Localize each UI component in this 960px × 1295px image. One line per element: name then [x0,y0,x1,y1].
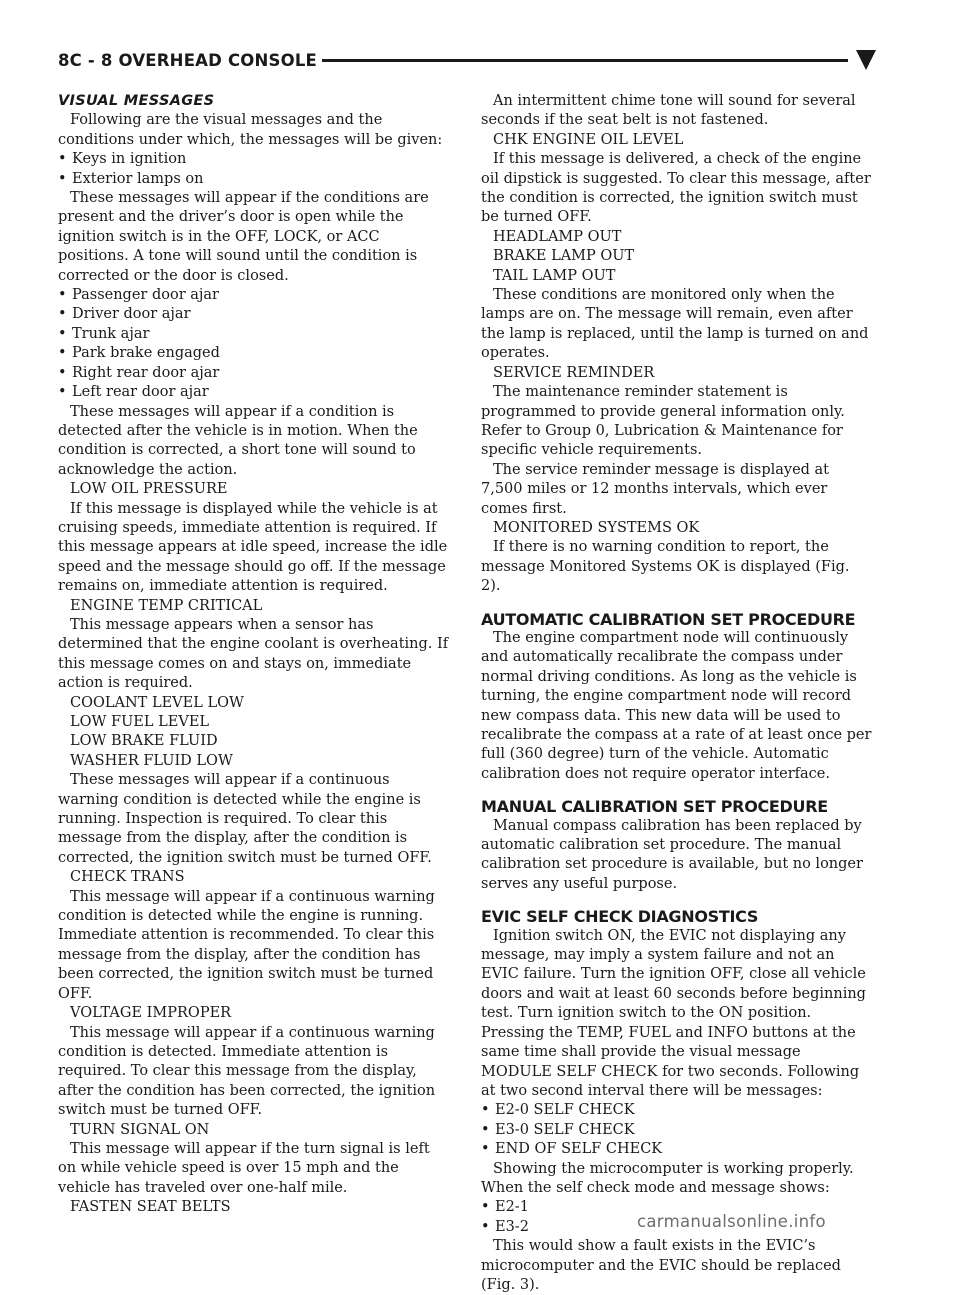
paragraph: This would show a fault exists in the EVIC’s microcomputer and the EVIC should be replaced (Fig. 3). [481,1238,841,1293]
message-label: TAIL LAMP OUT [493,267,616,284]
paragraph: This message will appear if the turn signal is left on while vehicle speed is over 15 mph and the vehicle has traveled over one-half mile. [58,1140,430,1196]
bullet-item: • E2-0 SELF CHECK [481,1101,873,1120]
triangle-marker-icon [856,50,876,70]
paragraph: These messages will appear if a condition is detected after the vehicle is in motion. When the condition is corrected, a short tone will sound to acknowledge the action. [58,403,418,478]
bullet-item: • Right rear door ajar [58,364,450,383]
page-header [58,48,882,76]
paragraph: Showing the microcomputer is working properly. When the self check mode and message shows: [481,1160,854,1196]
message-label: WASHER FLUID LOW [70,752,233,769]
message-label: HEADLAMP OUT [493,228,622,245]
paragraph: If this message is delivered, a check of the engine oil dipstick is suggested. To clear this message, after the condition is corrected, the ignition switch must be turned OFF. [481,151,871,226]
right-column [481,92,873,1295]
section-heading-manual-calibration: MANUAL CALIBRATION SET PROCEDURE [481,797,828,817]
bullet-item: • Trunk ajar [58,325,450,344]
paragraph: These messages will appear if a continuous warning condition is detected while the engine is running. Inspection is required. To clear this message from the display, after the condition is corrected, the ignition switch must be turned OFF. [58,772,432,866]
message-label: FASTEN SEAT BELTS [70,1199,231,1216]
paragraph: The service reminder message is displayed at 7,500 miles or 12 months intervals, which ever comes first. [481,461,830,517]
paragraph: Ignition switch ON, the EVIC not displaying any message, may imply a system failure and not an EVIC failure. Turn the ignition OFF, close all vehicle doors and wait at least 60 seconds before beginning test. Turn ignition switch to the ON position. Pressing the TEMP, FUEL and INFO buttons at the same time shall provide the visual message MODULE SELF CHECK for two seconds. Following at two second interval there will be messages: [481,927,866,1099]
message-label: LOW FUEL LEVEL [70,714,210,730]
bullet-item: • E3-2 [481,1218,873,1237]
paragraph: The engine compartment node will continuously and automatically recalibrate the compass under normal driving conditions. As long as the vehicle is turning, the engine compartment node will record new compass data. This new data will be used to recalibrate the compass at a rate of at least once per full (360 degree) turn of the vehicle. Automatic calibration does not require operator interface. [481,629,872,782]
bullet-item: • Driver door ajar [58,305,450,324]
paragraph: These conditions are monitored only when the lamps are on. The message will remain, even after the lamp is replaced, until the lamp is turned on and operates. [481,287,869,362]
message-label: COOLANT LEVEL LOW [70,694,244,711]
message-label: BRAKE LAMP OUT [493,248,635,265]
bullet-item: • E3-0 SELF CHECK [481,1121,873,1140]
bullet-item: • Park brake engaged [58,344,450,363]
message-label: TURN SIGNAL ON [70,1121,210,1138]
paragraph: If this message is displayed while the vehicle is at cruising speeds, immediate attention is required. If this message appears at idle speed, increase the idle speed and the message should go off. If the message remains on, immediate attention is required. [58,500,448,595]
paragraph: These messages will appear if the conditions are present and the driver’s door is open while the ignition switch is in the OFF, LOCK, or ACC positions. A tone will sound until the condition is corrected or the door is closed. [58,190,429,284]
message-label: CHK ENGINE OIL LEVEL [493,131,684,148]
paragraph: This message will appear if a continuous warning condition is detected while the engine is running. Immediate attention is recommended. To clear this message from the display, after the condition has been corrected, the ignition switch must be turned OFF. [58,888,435,1002]
message-label: ENGINE TEMP CRITICAL [70,597,263,614]
page-header-title: 8C - 8 OVERHEAD CONSOLE [58,51,318,70]
header-rule [322,59,848,62]
bullet-item: • Exterior lamps on [58,170,450,189]
paragraph: Manual compass calibration has been replaced by automatic calibration set procedure. The manual calibration set procedure is available, but no longer serves any useful purpose. [481,817,863,892]
bullet-item: • Passenger door ajar [58,286,450,305]
section-heading-evic-self-check: EVIC SELF CHECK DIAGNOSTICS [481,907,759,927]
message-label: SERVICE REMINDER [493,364,655,381]
paragraph: The maintenance reminder statement is programmed to provide general information only. Refer to Group 0, Lubrication & Maintenance for specific vehicle requirements. [481,384,845,459]
paragraph: This message appears when a sensor has determined that the engine coolant is overheating. If this message comes on and stays on, immediate action is required. [58,616,449,692]
paragraph: If there is no warning condition to report, the message Monitored Systems OK is displayed (Fig. 2). [481,539,850,595]
section-heading-automatic-calibration: AUTOMATIC CALIBRATION SET PROCEDURE [481,609,856,629]
paragraph: Following are the visual messages and the conditions under which, the messages will be given: [58,112,443,148]
section-heading-visual-messages: VISUAL MESSAGES [58,93,215,109]
left-column [58,92,450,1218]
message-label: MONITORED SYSTEMS OK [493,519,700,536]
message-label: LOW BRAKE FLUID [70,733,218,750]
watermark-text: carmanualsonline.info [637,1212,826,1231]
bullet-item: • E2-1 [481,1198,873,1217]
message-label: CHECK TRANS [70,869,185,886]
bullet-item: • Keys in ignition [58,150,450,169]
message-label: VOLTAGE IMPROPER [70,1005,232,1022]
paragraph: This message will appear if a continuous warning condition is detected. Immediate attention is required. To clear this message from the display, after the condition has been corrected, the ignition switch must be turned OFF. [58,1024,436,1119]
paragraph: An intermittent chime tone will sound for several seconds if the seat belt is not fastened. [481,93,856,129]
bullet-item: • END OF SELF CHECK [481,1140,873,1159]
message-label: LOW OIL PRESSURE [70,481,228,498]
bullet-item: • Left rear door ajar [58,383,450,402]
